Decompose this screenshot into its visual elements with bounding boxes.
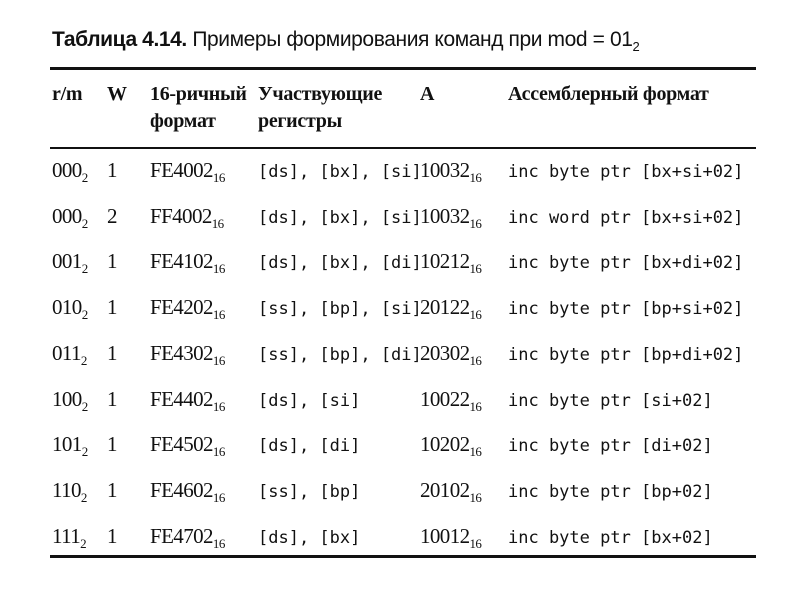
cell-hex-value: FE4702 [150,523,213,548]
cell-w: 1 [107,249,117,274]
cell-rm-base: 2 [81,444,88,460]
cell-rm-base: 2 [81,261,88,277]
cell-hex [150,475,225,505]
cell-asm: inc word ptr [bx+si+02] [508,207,744,228]
cell-rm-base: 2 [81,398,88,414]
cell-asm: inc byte ptr [bp+02] [508,481,713,502]
header-rm: r/m [52,83,83,105]
header-asm-format: Ассемблерный формат [508,83,709,105]
table-caption-text: Примеры формирования команд при mod = 01 [192,28,633,51]
cell-hex-base: 16 [212,398,225,414]
cell-rm [52,429,88,459]
cell-a-value: 20302 [420,340,470,365]
cell-a-value: 10202 [420,432,470,457]
table-bottom-rule [50,555,756,558]
cell-asm: inc byte ptr [bp+si+02] [508,299,744,320]
cell-a-value: 10032 [420,203,470,228]
cell-rm [52,292,88,322]
cell-registers: [ds], [si] [258,390,361,411]
cell-hex-base: 16 [212,444,225,460]
cell-asm: inc byte ptr [bx+si+02] [508,162,744,182]
cell-rm-value: 000 [52,158,82,182]
table-caption [52,28,639,52]
table-row [0,384,800,424]
cell-a-base: 16 [469,489,482,505]
cell-a-value: 10212 [420,249,470,274]
cell-registers: [ds], [bx], [si] [258,162,422,182]
cell-rm-base: 2 [80,489,87,505]
cell-hex-base: 16 [212,261,225,277]
cell-hex-base: 16 [212,170,225,185]
cell-rm-value: 010 [52,295,82,320]
cell-a [420,384,481,414]
cell-rm [52,475,87,505]
table-row [0,338,800,378]
cell-a [420,475,481,505]
cell-a [420,246,481,276]
cell-rm-value: 100 [52,386,82,411]
cell-hex-base: 16 [212,352,225,368]
cell-hex [150,429,225,459]
cell-rm-base: 2 [80,535,87,551]
table-row [0,201,800,241]
header-registers-line2: регистры [258,110,342,132]
cell-registers: [ds], [bx] [258,527,361,548]
header-a: А [420,83,435,105]
cell-hex [150,292,225,322]
cell-hex [150,246,225,276]
header-hex-line1: 16-ричный [150,83,247,105]
table-caption-subscript: 2 [632,39,640,54]
cell-a-value: 10012 [420,523,470,548]
cell-rm [52,155,88,185]
table-row [0,246,800,286]
cell-hex [150,201,224,231]
header-registers-line1: Участвующие [258,83,383,105]
cell-hex [150,521,225,551]
cell-asm: inc byte ptr [bx+02] [508,527,713,548]
cell-a-value: 10032 [420,158,470,182]
cell-asm: inc byte ptr [di+02] [508,436,713,457]
cell-rm [52,521,86,551]
cell-hex [150,155,225,185]
cell-registers: [ds], [di] [258,436,361,457]
cell-w: 1 [107,158,117,182]
cell-rm-value: 000 [52,203,82,228]
table-top-rule [50,67,756,70]
header-hex-line2: формат [150,110,216,132]
cell-a [420,429,481,459]
cell-w: 1 [107,477,117,502]
cell-registers: [ds], [bx], [di] [258,253,422,274]
cell-a-base: 16 [469,535,482,551]
header-w: W [107,83,127,105]
table-row [0,155,800,195]
cell-hex-value: FE4302 [150,340,213,365]
cell-a-base: 16 [469,170,482,185]
cell-hex-base: 16 [212,489,225,505]
cell-rm [52,384,88,414]
cell-rm-base: 2 [81,307,88,323]
cell-a-value: 20102 [420,477,470,502]
cell-w: 1 [107,432,117,457]
cell-a-base: 16 [469,215,482,231]
cell-registers: [ss], [bp], [di] [258,344,422,365]
cell-hex-base: 16 [212,307,225,323]
cell-w: 1 [107,340,117,365]
header-hex-format [150,81,247,135]
cell-a-base: 16 [469,352,482,368]
cell-hex-value: FE4402 [150,386,213,411]
cell-rm-value: 110 [52,477,81,502]
cell-hex-base: 16 [212,535,225,551]
cell-a [420,338,481,368]
cell-w: 1 [107,295,117,320]
cell-rm [52,246,88,276]
cell-rm-base: 2 [81,170,88,185]
cell-hex-value: FE4002 [150,158,213,182]
cell-asm: inc byte ptr [si+02] [508,390,713,411]
cell-registers: [ss], [bp] [258,481,361,502]
cell-registers: [ss], [bp], [si] [258,299,422,320]
cell-a [420,155,481,185]
cell-rm-value: 011 [52,340,81,365]
cell-a [420,292,481,322]
cell-a-base: 16 [469,307,482,323]
header-registers [258,81,382,135]
cell-a-value: 10022 [420,386,470,411]
cell-rm [52,338,87,368]
cell-rm-value: 001 [52,249,82,274]
cell-rm-base: 2 [80,352,87,368]
cell-rm-value: 111 [52,523,81,548]
table-row [0,429,800,469]
cell-rm [52,201,88,231]
cell-w: 1 [107,523,117,548]
cell-asm: inc byte ptr [bp+di+02] [508,344,744,365]
header-divider [50,147,756,149]
cell-a [420,201,481,231]
cell-registers: [ds], [bx], [si] [258,207,422,228]
cell-a-base: 16 [469,261,482,277]
cell-a-value: 20122 [420,295,470,320]
cell-hex-value: FE4102 [150,249,213,274]
cell-asm: inc byte ptr [bx+di+02] [508,253,744,274]
cell-hex-value: FE4202 [150,295,213,320]
cell-w: 2 [107,203,117,228]
cell-a-base: 16 [469,398,482,414]
cell-a-base: 16 [469,444,482,460]
cell-a [420,521,481,551]
cell-hex [150,338,225,368]
table-row [0,475,800,515]
cell-hex-value: FE4502 [150,432,213,457]
cell-hex [150,384,225,414]
cell-hex-value: FE4602 [150,477,213,502]
cell-w: 1 [107,386,117,411]
cell-hex-value: FF4002 [150,203,212,228]
cell-rm-value: 101 [52,432,82,457]
cell-hex-base: 16 [211,215,224,231]
table-caption-label: Таблица 4.14. [52,28,187,51]
table-row [0,292,800,332]
cell-rm-base: 2 [81,215,88,231]
